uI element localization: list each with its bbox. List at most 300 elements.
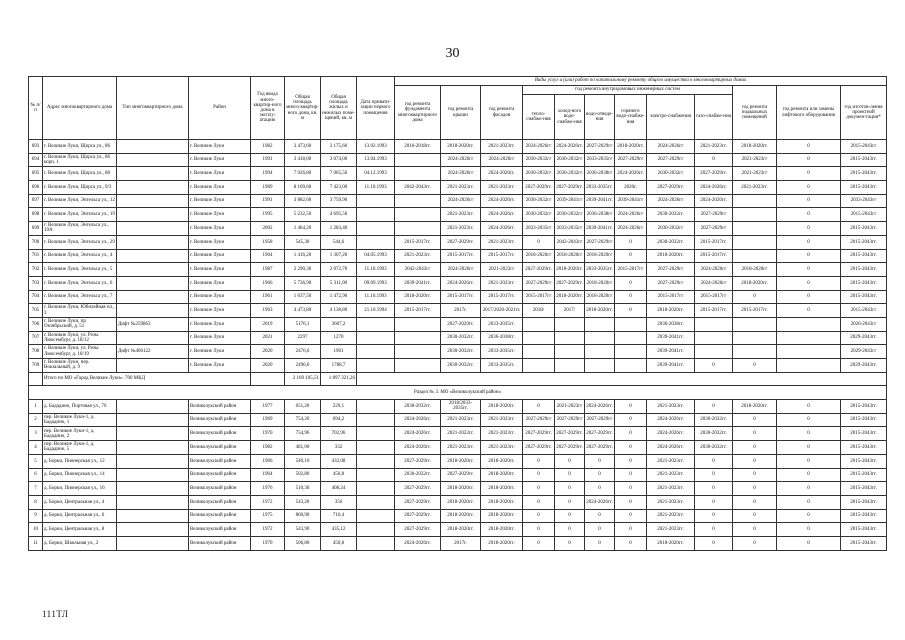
cell-type: [117, 153, 189, 167]
cell-type: [117, 359, 189, 373]
col-n: № п/п: [29, 77, 43, 140]
cell-address: г. Великие Луки, пр Октябрьский, д. 51: [43, 317, 117, 331]
cell-facade: 2018-2020гг.: [481, 523, 523, 537]
cell-cold-water: 2030-2032гг: [555, 153, 585, 167]
cell-living-area: 229,1: [321, 400, 357, 414]
cell-gas: [695, 345, 733, 359]
col-cold-water: холод-ного водо-снабже-ния: [555, 95, 585, 140]
total-block: [29, 372, 887, 399]
cell-year: 1982: [251, 441, 285, 455]
cell-basement: [733, 331, 777, 345]
cell-electric: 2027-2029гг: [647, 263, 695, 277]
cell-total-area: 2476,6: [285, 345, 321, 359]
cell-total-area: 2496,6: [285, 359, 321, 373]
cell-electric: 2039-2041гг.: [647, 331, 695, 345]
cell-n: 693: [29, 140, 43, 154]
cell-facade: 2033-2035гг.: [481, 317, 523, 331]
cell-drainage: 2033-2035гг.: [585, 263, 615, 277]
cell-electric: 2018-2020гг.: [647, 536, 695, 550]
cell-year: 2019: [251, 317, 285, 331]
cell-n: 701: [29, 249, 43, 263]
cell-total-area: 3 418,00: [285, 153, 321, 167]
cell-roof: 2015-2017гг.: [441, 290, 481, 304]
cell-project: 2015-2043гг.: [841, 454, 887, 468]
cell-hot-water: 0: [615, 304, 647, 318]
cell-address: г. Великие Луки, Энгельса ул., 7: [43, 290, 117, 304]
cell-total-area: 510,30: [285, 482, 321, 496]
cell-heat: [523, 331, 555, 345]
cell-electric: 2039-2041гг.: [647, 345, 695, 359]
cell-heat: 2030-2032гг: [523, 194, 555, 208]
cell-privat-date: 04.12.1993: [357, 167, 395, 181]
cell-cold-water: 2027-2029гг.: [555, 181, 585, 195]
cell-drainage: 2027-2029гг: [585, 413, 615, 427]
cell-hot-water: 0: [615, 276, 647, 290]
cell-basement: 2021-2023гг.: [733, 181, 777, 195]
cell-privat-date: 13.02.1993: [357, 140, 395, 154]
cell-basement: 2021-2023гг: [733, 167, 777, 181]
col-drainage: водо-отведе-ния: [585, 95, 615, 140]
cell-elevator: 0: [777, 441, 841, 455]
cell-drainage: 2018-2020гг: [585, 249, 615, 263]
cell-roof: 2018-2020гг.: [441, 140, 481, 154]
cell-roof: 2018/2033-2035гг.: [441, 400, 481, 414]
cell-roof: 2018-2020гг.: [441, 482, 481, 496]
cell-cold-water: 0: [555, 536, 585, 550]
cell-district: г. Великие Луки: [189, 359, 251, 373]
cell-heat: 2027-2029гг: [523, 413, 555, 427]
cell-year: 1991: [251, 153, 285, 167]
cell-heat: [523, 317, 555, 331]
cell-type: [117, 167, 189, 181]
cell-electric: 2024-2026гг: [647, 194, 695, 208]
cell-drainage: [585, 331, 615, 345]
cell-foundation: 2027-2029гг.: [395, 482, 441, 496]
cell-basement: 0: [733, 413, 777, 427]
cell-district: г. Великие Луки: [189, 276, 251, 290]
cell-living-area: 408,24: [321, 482, 357, 496]
cell-drainage: 0: [585, 536, 615, 550]
cell-heat: 0: [523, 454, 555, 468]
cell-total-area: 754,20: [285, 413, 321, 427]
cell-hot-water: [615, 317, 647, 331]
cell-foundation: [395, 222, 441, 236]
cell-elevator: 0: [777, 249, 841, 263]
footer-mark: 111ТЛ: [42, 609, 69, 619]
cell-facade: 2021-2023гг: [481, 263, 523, 277]
cell-address: д. Борки, Центральная ул., 4: [43, 495, 117, 509]
cell-basement: 0: [733, 509, 777, 523]
cell-n: 699: [29, 222, 43, 236]
cell-roof: 2021-2023гг.: [441, 413, 481, 427]
cell-electric: 2015-2017гг: [647, 290, 695, 304]
cell-total-area: 3 882,60: [285, 194, 321, 208]
cell-roof: 2018-2020гг.: [441, 523, 481, 537]
cell-basement: 2018-2020гг.: [733, 140, 777, 154]
cell-cold-water: 0: [555, 468, 585, 482]
rows-city: [29, 140, 887, 373]
cell-address: г. Великие Луки, Юбилейная пл., 3: [44, 305, 115, 316]
cell-address: д. Борки, Пионерская ул., 14: [43, 468, 117, 482]
cell-heat: 2018/: [523, 304, 555, 318]
cell-type: Дифт №406122: [117, 345, 189, 359]
cell-type: [117, 495, 189, 509]
cell-district: Великолукский район: [189, 413, 251, 427]
table-row: [29, 153, 887, 167]
cell-heat: 2027-2029гг.: [523, 441, 555, 455]
cell-gas: 0: [695, 509, 733, 523]
cell-facade: 2024-2026гг.: [481, 222, 523, 236]
cell-living-area: 1270: [321, 331, 357, 345]
cell-district: г. Великие Луки: [189, 345, 251, 359]
cell-total-area: 506,80: [285, 536, 321, 550]
cell-project: 2015-2043гг.: [841, 263, 887, 277]
cell-type: [117, 222, 189, 236]
cell-electric: 2021-2023гг.: [647, 509, 695, 523]
cell-drainage: [585, 345, 615, 359]
cell-basement: 0: [733, 454, 777, 468]
cell-cold-water: 2027-2029гг: [555, 413, 585, 427]
cell-electric: 2021-2023гг.: [647, 400, 695, 414]
cell-facade: 2021-2023гг.: [481, 235, 523, 249]
cell-privat-date: [357, 317, 395, 331]
table-row: [29, 454, 887, 468]
cell-heat: 0: [523, 468, 555, 482]
cell-district: Великолукский район: [189, 441, 251, 455]
cell-foundation: 2039-2041гг.: [395, 276, 441, 290]
cell-cold-water: 2030-2032гг: [555, 167, 585, 181]
cell-project: 2015-2043гг.: [841, 276, 887, 290]
cell-facade: 2021-2023гг.: [481, 413, 523, 427]
cell-privat-date: 11.10.1993: [357, 263, 395, 277]
cell-foundation: [395, 167, 441, 181]
col-roof: год ремонта крыши: [441, 86, 481, 140]
cell-type: [117, 276, 189, 290]
cell-year: 1970: [251, 427, 285, 441]
cell-roof: 2030-2032гг.: [441, 345, 481, 359]
cell-project: 2033-2043гг: [841, 194, 887, 208]
cell-project: 2015-2043гг: [841, 304, 887, 318]
cell-foundation: [395, 194, 441, 208]
cell-year: 1963: [251, 304, 285, 318]
works-group-title: Виды услуг и (или) работ по капитальному ремонту общего имущества в многоквартирных домах: [395, 77, 887, 86]
table-row: [29, 276, 887, 290]
cell-drainage: [585, 359, 615, 373]
cell-district: г. Великие Луки: [189, 263, 251, 277]
cell-year: 1964: [251, 468, 285, 482]
cell-elevator: 0: [777, 222, 841, 236]
cell-year: 1975: [251, 509, 285, 523]
cell-hot-water: [615, 331, 647, 345]
cell-gas: 2024-2026гг.: [695, 194, 733, 208]
cell-heat: 2030-2032гг: [523, 167, 555, 181]
cell-year: 1970: [251, 536, 285, 550]
cell-elevator: 0: [777, 290, 841, 304]
cell-electric: 2027-2029гг: [647, 276, 695, 290]
cell-gas: 2015-2017гг.: [695, 249, 733, 263]
cell-n: 6: [29, 468, 43, 482]
table-row: [29, 331, 887, 345]
cell-district: г. Великие Луки: [189, 317, 251, 331]
cell-drainage: 2024-2026гг.: [585, 400, 615, 414]
table-row: [29, 509, 887, 523]
cell-hot-water: 0: [615, 427, 647, 441]
cell-foundation: 2016-2018гг.: [395, 140, 441, 154]
cell-hot-water: [615, 359, 647, 373]
cell-drainage: 2039-2041гг.: [585, 222, 615, 236]
cell-cold-water: [555, 359, 585, 373]
cell-hot-water: 0: [615, 482, 647, 496]
cell-elevator: 0: [777, 536, 841, 550]
cell-foundation: 2030-2032гг.: [395, 400, 441, 414]
cell-total-area: 2297: [285, 331, 321, 345]
cell-heat: 2027-2029гг.: [523, 263, 555, 277]
cell-elevator: 0: [777, 495, 841, 509]
cell-electric: 2030-2032гг.: [647, 235, 695, 249]
cell-facade: 2018-2020гг.: [481, 454, 523, 468]
total-living-area: 1 897 321,26: [321, 372, 357, 386]
cell-electric: 2039-2041гг.: [647, 359, 695, 373]
cell-gas: 2024-2026гг: [695, 263, 733, 277]
cell-district: г. Великие Луки: [189, 181, 251, 195]
cell-district: г. Великие Луки: [189, 235, 251, 249]
cell-foundation: 2024-2026гг.: [395, 536, 441, 550]
cell-basement: 0: [733, 482, 777, 496]
table-row: [29, 194, 887, 208]
cell-n: 2: [29, 413, 43, 427]
cell-hot-water: 2024-2026гг: [615, 222, 647, 236]
header-row-1: [29, 77, 887, 86]
cell-type: [117, 181, 189, 195]
cell-hot-water: 0: [615, 400, 647, 414]
col-facade: год ремонта фасадов: [481, 86, 523, 140]
cell-total-area: 543,20: [285, 495, 321, 509]
cell-basement: [733, 194, 777, 208]
cell-n: 708: [29, 345, 43, 359]
cell-cold-water: [555, 345, 585, 359]
cell-type: [117, 208, 189, 222]
cell-n: 1: [29, 400, 43, 414]
cell-hot-water: 2015-2017гг: [615, 263, 647, 277]
cell-drainage: 2027-2029гг: [585, 140, 615, 154]
cell-elevator: 0: [777, 400, 841, 414]
cell-gas: 0: [695, 454, 733, 468]
cell-foundation: 2027-2029гг.: [395, 509, 441, 523]
cell-total-area: 5176,1: [285, 317, 321, 331]
cell-basement: 0: [733, 468, 777, 482]
cell-electric: 2030-2032гг.: [647, 208, 695, 222]
cell-district: Великолукский район: [189, 482, 251, 496]
cell-district: Великолукский район: [189, 509, 251, 523]
col-year: Год ввода много-квартир-ного дома в эксплу-атацию: [251, 77, 285, 140]
cell-privat-date: 13.04.1993: [357, 153, 395, 167]
total-row: [29, 372, 887, 386]
cell-total-area: 860,90: [285, 509, 321, 523]
cell-elevator: 0: [777, 482, 841, 496]
table-row: [29, 427, 887, 441]
cell-year: 1964: [251, 249, 285, 263]
rows-district: [29, 400, 887, 551]
cell-electric: 2030-2032гг: [647, 222, 695, 236]
cell-drainage: 2018-2020гг: [585, 276, 615, 290]
cell-drainage: 0: [585, 468, 615, 482]
cell-address: г. Великие Луки, Энгельса ул., 19: [43, 208, 117, 222]
cell-total-area: 543,90: [285, 523, 321, 537]
cell-elevator: 0: [777, 427, 841, 441]
cell-cold-water: 2018-2020гг.: [555, 263, 585, 277]
cell-heat: 0: [523, 400, 555, 414]
cell-privat-date: [357, 345, 395, 359]
cell-gas: 0: [695, 359, 733, 373]
col-type: Тип многоквартирного дома: [117, 77, 189, 140]
cell-district: г. Великие Луки: [189, 304, 251, 318]
cell-facade: 2021-2023гг.: [481, 441, 523, 455]
cell-drainage: 0: [585, 523, 615, 537]
cell-living-area: 3 759,90: [321, 194, 357, 208]
cell-foundation: 2024-2026гг.: [395, 427, 441, 441]
table-row: [29, 523, 887, 537]
cell-n: 3: [29, 427, 43, 441]
cell-roof: 2017г.: [441, 304, 481, 318]
cell-electric: 2024-2026гг.: [647, 441, 695, 455]
repair-schedule-table: [28, 76, 887, 551]
cell-elevator: 0: [777, 235, 841, 249]
cell-electric: 2027-2029гг.: [647, 181, 695, 195]
cell-year: 1961: [251, 290, 285, 304]
cell-facade: 2024-2026гг: [481, 153, 523, 167]
cell-address: д. Борки, Центральная ул., 6: [43, 509, 117, 523]
cell-living-area: 356: [321, 495, 357, 509]
table-row: [29, 359, 887, 373]
cell-drainage: 0: [585, 482, 615, 496]
cell-district: г. Великие Луки: [189, 194, 251, 208]
cell-total-area: 545,30: [285, 235, 321, 249]
cell-address: г. Великие Луки, пер. Вокзальный, д. 9: [43, 359, 117, 373]
cell-basement: 0: [733, 536, 777, 550]
cell-electric: 2021-2023гг.: [647, 523, 695, 537]
cell-privat-date: 11.10.1993: [357, 181, 395, 195]
cell-drainage: [585, 317, 615, 331]
cell-year: 1966: [251, 454, 285, 468]
cell-electric: 2024-2026гг.: [647, 427, 695, 441]
cell-facade: 2018-2020гг.: [481, 495, 523, 509]
col-heat: тепло-снабже-ния: [523, 95, 555, 140]
cell-facade: 2021-2023гг.: [481, 140, 523, 154]
cell-elevator: [777, 345, 841, 359]
cell-district: г. Великие Луки: [189, 290, 251, 304]
cell-elevator: 0: [777, 413, 841, 427]
cell-elevator: 0: [777, 454, 841, 468]
cell-basement: 2018-2020гг.: [733, 276, 777, 290]
cell-project: 2015-2043гг.: [841, 427, 887, 441]
cell-foundation: [395, 345, 441, 359]
cell-foundation: 2030-2032гг.: [395, 468, 441, 482]
cell-n: 8: [29, 495, 43, 509]
cell-total-area: 7 926,80: [285, 167, 321, 181]
cell-drainage: 2024-2026гг.: [585, 495, 615, 509]
cell-total-area: 5 232,50: [285, 208, 321, 222]
cell-n: 698: [29, 208, 43, 222]
cell-n: 7: [29, 482, 43, 496]
cell-roof: 2030-2032гг.: [441, 359, 481, 373]
cell-cold-water: 0: [555, 509, 585, 523]
table-row: [29, 263, 887, 277]
cell-basement: 2021-2023гг: [733, 153, 777, 167]
cell-living-area: 1788,7: [321, 359, 357, 373]
cell-year: 2002: [251, 222, 285, 236]
cell-address: г. Великие Луки, ул. Розы Люксембург, д. 18/19: [43, 345, 117, 359]
cell-foundation: 2027-2029гг.: [395, 523, 441, 537]
cell-cold-water: 2027-2029гг.: [555, 427, 585, 441]
table-row: [29, 208, 887, 222]
cell-total-area: 1 416,20: [285, 249, 321, 263]
cell-address: д. Бададино, Портовая ул., 76: [43, 400, 117, 414]
col-living-area: Общая площадь жилых и нежилых поме-щений, кв. м: [321, 77, 357, 140]
cell-total-area: 8 109,60: [285, 181, 321, 195]
cell-project: 2015-2043гг.: [841, 536, 887, 550]
cell-total-area: 502,80: [285, 468, 321, 482]
cell-hot-water: 0: [615, 441, 647, 455]
cell-elevator: [777, 359, 841, 373]
cell-basement: [733, 249, 777, 263]
cell-type: [117, 509, 189, 523]
cell-gas: 0: [695, 468, 733, 482]
cell-district: Великолукский район: [189, 523, 251, 537]
cell-privat-date: [357, 523, 395, 537]
cell-heat: 2027-2029гг: [523, 276, 555, 290]
cell-year: 2020: [251, 359, 285, 373]
cell-hot-water: 2018-2020гг.: [615, 140, 647, 154]
cell-year: 1982: [251, 140, 285, 154]
col-total-area: Общая площадь много-квартир-ного дома, кв. м: [285, 77, 321, 140]
cell-heat: 0: [523, 482, 555, 496]
cell-project: 2015-2043гг: [841, 208, 887, 222]
cell-basement: 0: [733, 290, 777, 304]
cell-heat: 0: [523, 523, 555, 537]
cell-drainage: 2027-2029гг.: [585, 441, 615, 455]
cell-district: Великолукский район: [189, 468, 251, 482]
cell-hot-water: 2024-2026гг: [615, 208, 647, 222]
cell-n: 5: [29, 454, 43, 468]
cell-type: [117, 249, 189, 263]
cell-hot-water: 2039-2041гг: [615, 194, 647, 208]
cell-n: 10: [29, 523, 43, 537]
cell-n: 696: [29, 181, 43, 195]
cell-year: 1969: [251, 413, 285, 427]
cell-project: 2015-2043гг.: [841, 441, 887, 455]
cell-total-area: 754,96: [285, 427, 321, 441]
cell-cold-water: 2024-2026гг.: [555, 140, 585, 154]
cell-type: [117, 523, 189, 537]
cell-basement: 0: [733, 523, 777, 537]
cell-foundation: 2027-2029гг.: [395, 454, 441, 468]
cell-address: пер. Великие Луки-1, д. Бададино, 1: [43, 413, 117, 427]
cell-privat-date: [357, 194, 395, 208]
cell-cold-water: 0: [555, 523, 585, 537]
cell-project: 2015-2043гг.: [841, 413, 887, 427]
cell-year: 1995: [251, 208, 285, 222]
cell-district: Великолукский район: [189, 454, 251, 468]
cell-roof: 2021-2023гг.: [441, 208, 481, 222]
cell-gas: 2030-2032гг.: [695, 441, 733, 455]
cell-n: 702: [29, 263, 43, 277]
cell-gas: 2015-2017гг.: [695, 235, 733, 249]
cell-hot-water: 0: [615, 495, 647, 509]
cell-roof: 2017г.: [441, 536, 481, 550]
cell-privat-date: 11.10.1993: [357, 290, 395, 304]
cell-project: 2029-2043гг: [841, 345, 887, 359]
cell-n: 703: [29, 276, 43, 290]
